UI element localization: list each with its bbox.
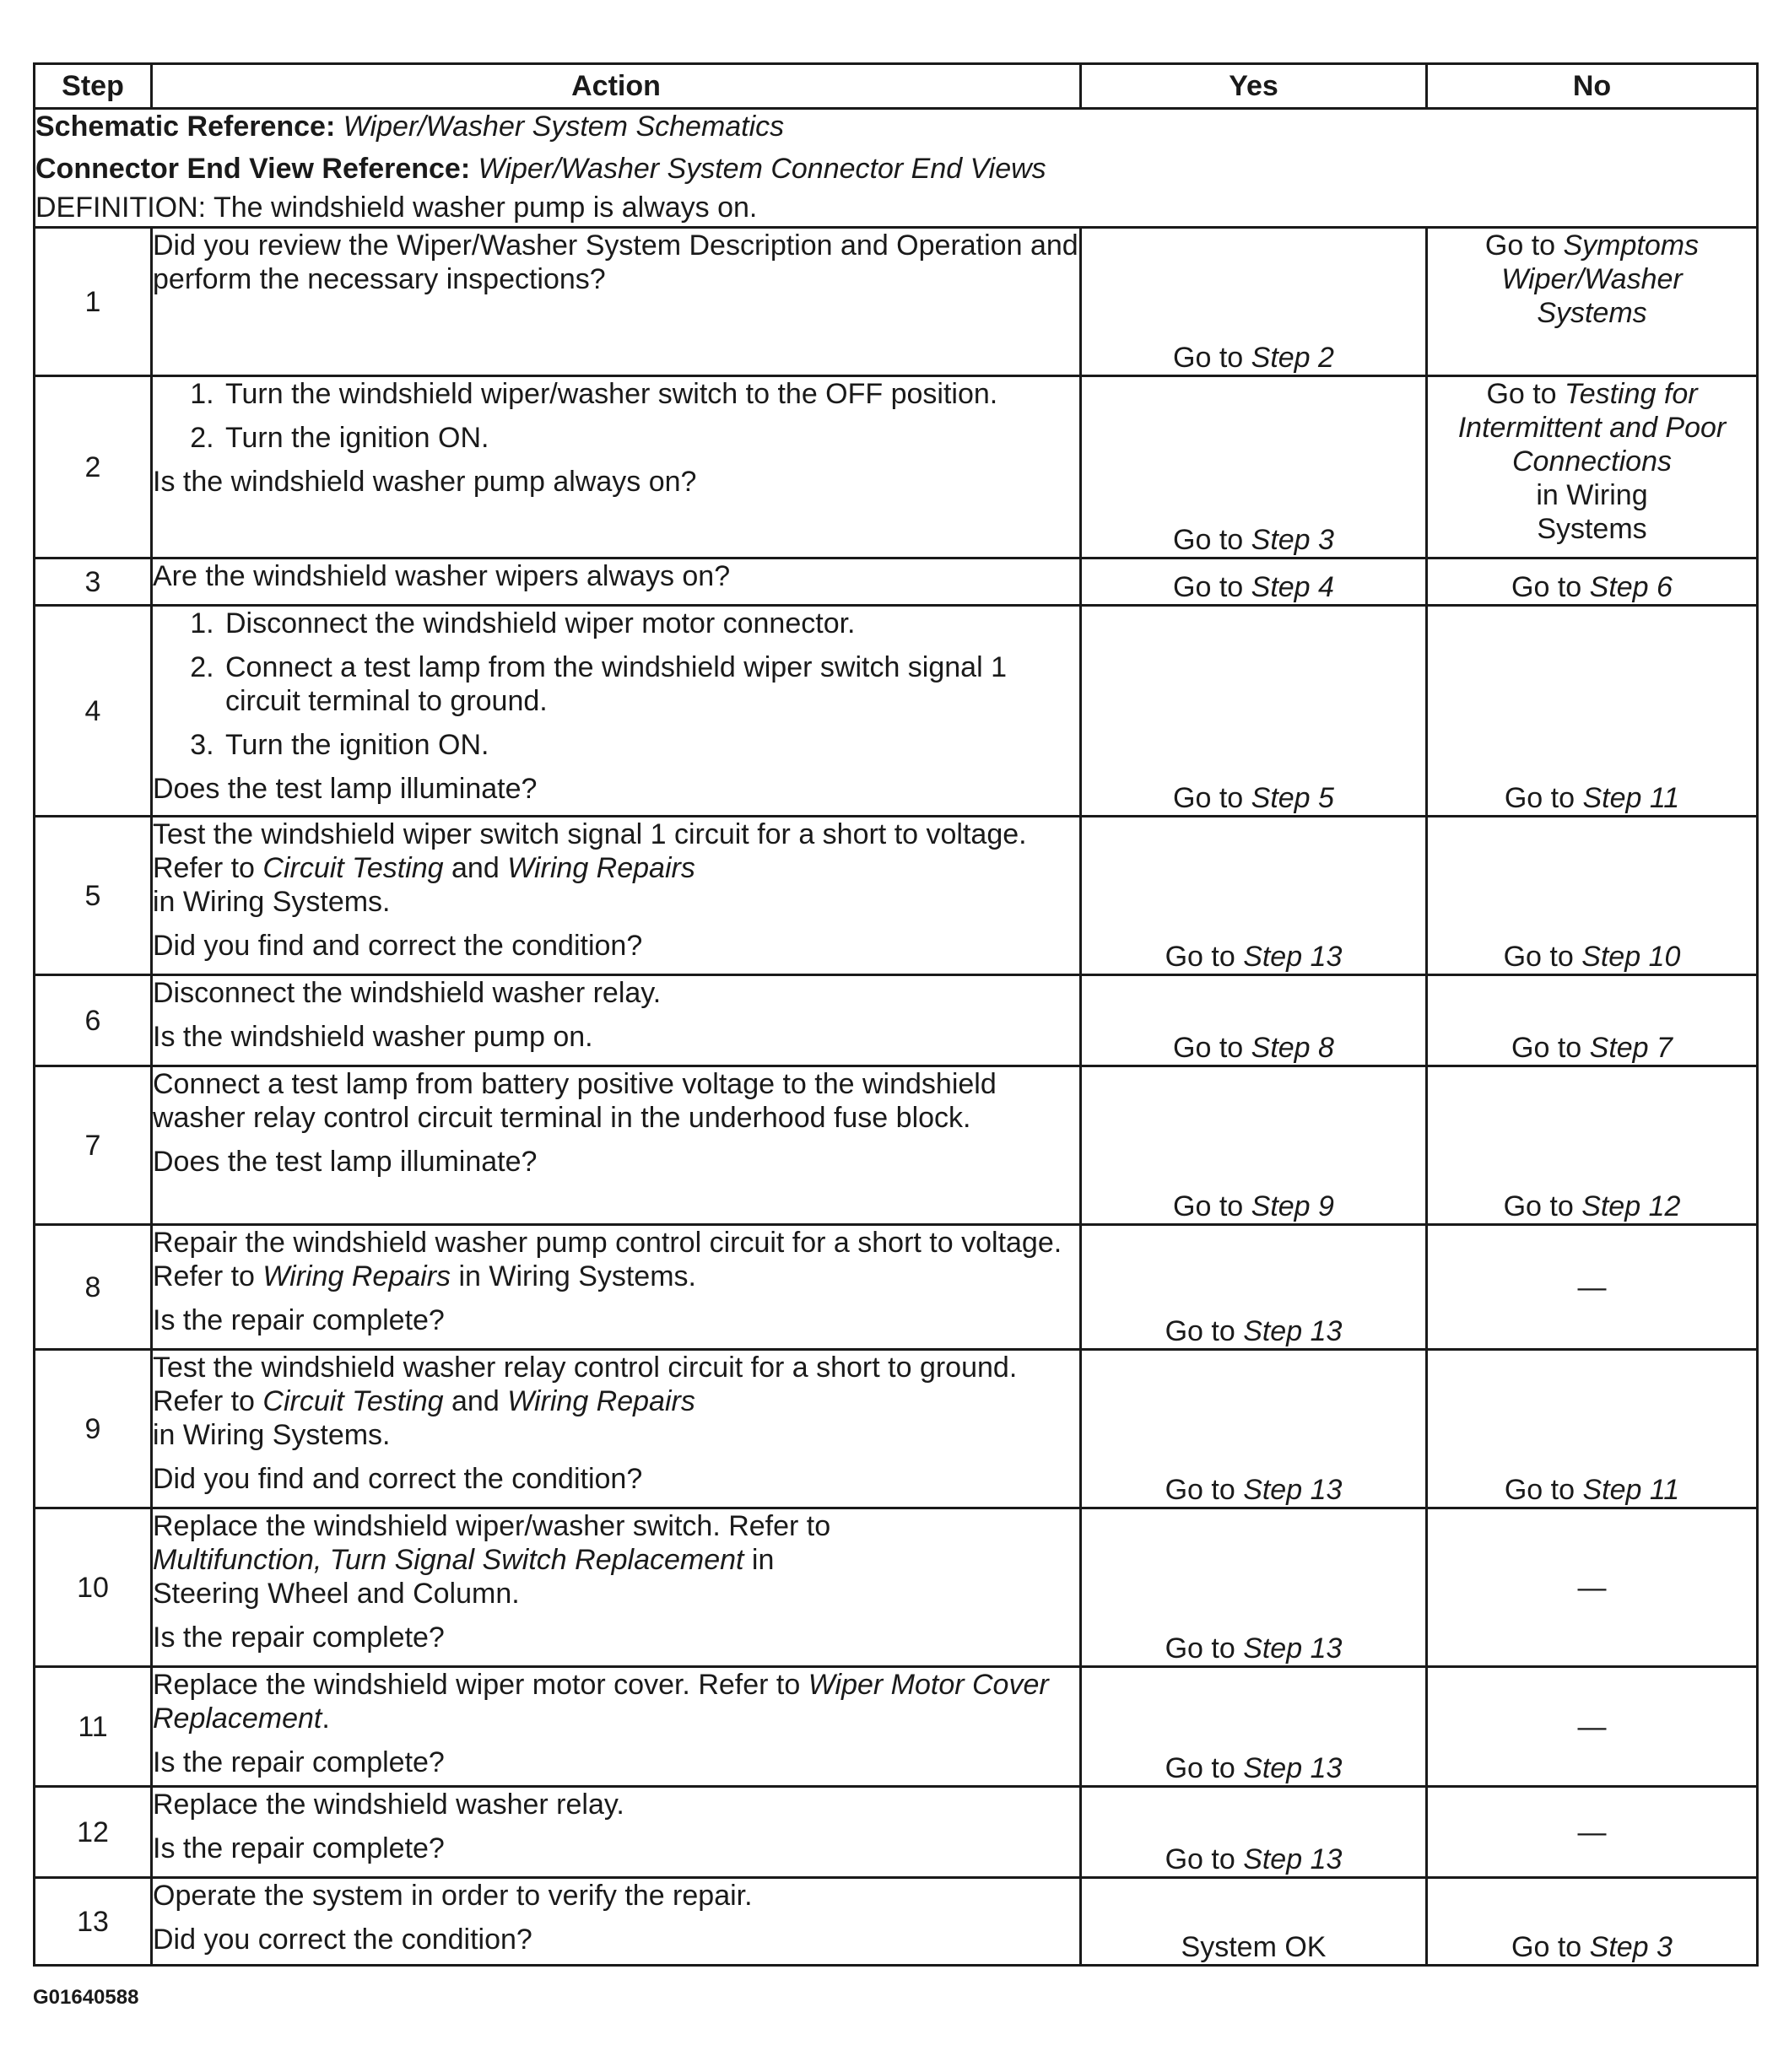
list-item: 2. Connect a test lamp from the windshield wiper switch signal 1 circuit terminal to ground. [222,650,1079,718]
step-number: 13 [35,1878,152,1966]
table-row [35,1350,1758,1508]
action-steps-list [153,377,1079,455]
no-link[interactable]: Wiper/Washer [1501,263,1683,295]
no-suffix: in Wiring [1536,479,1648,511]
action-text-part: Steering Wheel and Column. [153,1578,520,1610]
table-row [35,1667,1758,1787]
no-step-link[interactable]: Step 11 [1582,1474,1680,1506]
action-question: Did you find and correct the condition? [153,930,643,962]
yes-cell [1081,1066,1427,1225]
yes-cell [1081,558,1427,606]
step-number: 6 [35,975,152,1066]
reference-link[interactable]: Wiring Repairs [262,1260,451,1292]
list-item: 1. Disconnect the windshield wiper motor connector. [222,607,1079,640]
no-cell [1427,817,1758,975]
no-dash: — [1577,1571,1607,1604]
yes-prefix: Go to [1165,941,1244,973]
no-cell [1427,228,1758,376]
yes-prefix: Go to [1173,571,1251,603]
yes-prefix: Go to [1165,1843,1244,1875]
action-text: Operate the system in order to verify the repair. [153,1880,753,1912]
step-number: 4 [35,606,152,817]
yes-step-link[interactable]: Step 13 [1243,1474,1343,1506]
action-text-part: in Wiring Systems. [153,1419,391,1451]
reference-link[interactable]: Multifunction, Turn Signal Switch Replacement [153,1544,744,1576]
yes-prefix: Go to [1173,524,1251,556]
yes-step-link[interactable]: Step 13 [1243,1315,1343,1347]
step-number: 11 [35,1667,152,1787]
reference-link[interactable]: Wiring Repairs [507,1385,695,1417]
no-cell [1427,558,1758,606]
no-cell [1427,1350,1758,1508]
no-suffix: Systems [1537,513,1647,545]
header-row [35,64,1758,109]
schematic-reference [35,110,1756,143]
no-cell [1427,1225,1758,1350]
connector-reference-link[interactable]: Wiper/Washer System Connector End Views [478,153,1046,185]
action-text-part: Replace the windshield wiper/washer switch. Refer to [153,1510,831,1542]
action-cell [152,1508,1081,1667]
list-item: 3. Turn the ignition ON. [222,728,1079,762]
action-cell [152,228,1081,376]
table-row [35,817,1758,975]
no-link[interactable]: Systems [1537,297,1647,329]
action-text: Did you review the Wiper/Washer System Description and Operation and perform the necessary inspections? [153,229,1078,295]
action-text: Connect a test lamp from battery positive voltage to the windshield washer relay control circuit terminal in the underhood fuse block. [153,1068,997,1134]
step-number: 9 [35,1350,152,1508]
no-link[interactable]: Connections [1511,445,1672,478]
action-text [153,1668,1079,1735]
table-row [35,558,1758,606]
action-question: Is the windshield washer pump on. [153,1021,593,1053]
header-yes: Yes [1081,64,1427,109]
table-row [35,1066,1758,1225]
action-cell [152,558,1081,606]
action-question: Did you correct the condition? [153,1924,532,1956]
no-prefix: Go to [1484,229,1564,262]
action-question: Are the windshield washer wipers always on? [153,560,731,592]
yes-prefix: Go to [1173,342,1251,374]
action-text [153,1226,1079,1293]
yes-step-link[interactable]: Step 3 [1251,524,1334,556]
no-cell [1427,1667,1758,1787]
step-number: 10 [35,1508,152,1667]
list-item: 2. Turn the ignition ON. [222,421,1079,455]
action-cell [152,1350,1081,1508]
no-step-link[interactable]: Step 10 [1581,941,1681,973]
action-cell [152,975,1081,1066]
action-steps-list [153,607,1079,762]
yes-cell [1081,1878,1427,1966]
action-question: Is the repair complete? [153,1621,445,1654]
no-dash: — [1577,1710,1607,1743]
action-text-part: Replace the windshield wiper motor cover. Refer to [153,1669,808,1701]
yes-prefix: Go to [1173,1190,1251,1222]
no-link[interactable]: Symptoms [1563,229,1700,262]
no-step-link[interactable]: Step 6 [1589,571,1673,603]
reference-link[interactable]: Circuit Testing [262,852,444,884]
action-text-part: in Wiring Systems. [153,886,391,918]
yes-cell [1081,606,1427,817]
step-number: 2 [35,376,152,558]
yes-cell [1081,376,1427,558]
no-cell [1427,1508,1758,1667]
yes-prefix: Go to [1165,1752,1244,1784]
yes-step-link[interactable]: Step 9 [1251,1190,1334,1222]
yes-prefix: Go to [1165,1474,1244,1506]
yes-prefix: Go to [1173,782,1251,814]
action-cell [152,1225,1081,1350]
action-question: Is the windshield washer pump always on? [153,466,697,498]
yes-result: System OK [1181,1931,1327,1963]
header-no: No [1427,64,1758,109]
step-number: 3 [35,558,152,606]
header-action: Action [152,64,1081,109]
yes-step-link[interactable]: Step 13 [1243,1632,1343,1665]
no-prefix: Go to [1503,941,1582,973]
action-cell [152,1787,1081,1878]
yes-cell [1081,1508,1427,1667]
step-number: 5 [35,817,152,975]
no-prefix: Go to [1511,1931,1590,1963]
no-line [1428,229,1756,262]
list-item: 1. Turn the windshield wiper/washer switch to the OFF position. [222,377,1079,411]
yes-cell [1081,817,1427,975]
table-row [35,1878,1758,1966]
action-text-part: Test the windshield wiper switch signal 1 circuit for a short to voltage. Refer to [153,818,1027,884]
yes-step-link[interactable]: Step 13 [1243,1752,1343,1784]
no-prefix: Go to [1503,1190,1582,1222]
no-link[interactable]: Intermittent and Poor [1457,412,1727,444]
no-step-link[interactable]: Step 12 [1581,1190,1681,1222]
action-cell [152,606,1081,817]
no-dash: — [1577,1816,1607,1848]
action-text [153,1351,1079,1452]
diagnostic-table [33,62,1759,1967]
yes-step-link[interactable]: Step 5 [1251,782,1334,814]
yes-prefix: Go to [1165,1315,1244,1347]
action-question: Is the repair complete? [153,1304,445,1336]
no-prefix: Go to [1511,1032,1590,1064]
no-cell [1427,1878,1758,1966]
action-text [153,817,1079,919]
action-text-part: Test the windshield washer relay control circuit for a short to ground. Refer to [153,1352,1018,1417]
action-text-part: and [443,852,508,884]
reference-link[interactable]: Wiper Motor Cover Replacement [153,1669,1049,1735]
table-row [35,1508,1758,1667]
yes-prefix: Go to [1165,1632,1244,1665]
header-step: Step [35,64,152,109]
action-cell [152,1878,1081,1966]
action-cell [152,817,1081,975]
action-question: Did you find and correct the condition? [153,1463,643,1495]
action-text: Disconnect the windshield washer relay. [153,977,662,1009]
no-line [1428,377,1756,411]
no-cell [1427,606,1758,817]
step-number: 7 [35,1066,152,1225]
no-step-link[interactable]: Step 11 [1582,782,1680,814]
reference-cell [35,109,1758,228]
reference-row [35,109,1758,228]
action-cell [152,1667,1081,1787]
reference-link[interactable]: Circuit Testing [262,1385,444,1417]
no-step-link[interactable]: Step 3 [1589,1931,1673,1963]
no-cell [1427,975,1758,1066]
yes-cell [1081,228,1427,376]
step-number: 8 [35,1225,152,1350]
yes-prefix: Go to [1173,1032,1251,1064]
yes-step-link[interactable]: Step 2 [1251,342,1334,374]
action-question: Is the repair complete? [153,1746,445,1778]
no-cell [1427,1787,1758,1878]
action-text-part: and [443,1385,508,1417]
action-question: Does the test lamp illuminate? [153,1146,538,1178]
definition-text: DEFINITION: The windshield washer pump is always on. [35,192,758,224]
action-text-part: in Wiring Systems. [451,1260,696,1292]
step-number: 12 [35,1787,152,1878]
schematic-reference-link[interactable]: Wiper/Washer System Schematics [343,111,785,143]
reference-link[interactable]: Wiring Repairs [507,852,695,884]
connector-reference [35,152,1756,186]
yes-cell [1081,1225,1427,1350]
table-row [35,228,1758,376]
no-prefix: Go to [1504,1474,1583,1506]
yes-step-link[interactable]: Step 4 [1251,571,1334,603]
no-cell [1427,376,1758,558]
yes-cell [1081,1350,1427,1508]
table-row [35,1787,1758,1878]
action-text [153,1509,1079,1611]
table-row [35,376,1758,558]
yes-step-link[interactable]: Step 13 [1243,941,1343,973]
yes-cell [1081,975,1427,1066]
schematic-reference-label: Schematic Reference: [35,111,336,143]
no-prefix: Go to [1511,571,1590,603]
no-link[interactable]: Testing for [1565,378,1698,410]
table-row [35,606,1758,817]
no-dash: — [1577,1271,1607,1303]
no-cell [1427,1066,1758,1225]
action-question: Is the repair complete? [153,1832,445,1864]
action-question: Does the test lamp illuminate? [153,773,538,805]
table-row [35,1225,1758,1350]
action-cell [152,1066,1081,1225]
yes-cell [1081,1787,1427,1878]
action-text-part: . [322,1702,330,1735]
no-step-link[interactable]: Step 7 [1589,1032,1673,1064]
no-prefix: Go to [1504,782,1583,814]
table-row [35,975,1758,1066]
image-code: G01640588 [33,1986,139,2009]
action-text-part: Repair the windshield washer pump control circuit for a short to voltage. Refer to [153,1227,1062,1292]
action-text: Replace the windshield washer relay. [153,1789,624,1821]
action-text-part: in [743,1544,775,1576]
yes-step-link[interactable]: Step 13 [1243,1843,1343,1875]
connector-reference-label: Connector End View Reference: [35,153,471,185]
action-cell [152,376,1081,558]
no-prefix: Go to [1486,378,1565,410]
yes-step-link[interactable]: Step 8 [1251,1032,1334,1064]
step-number: 1 [35,228,152,376]
yes-cell [1081,1667,1427,1787]
